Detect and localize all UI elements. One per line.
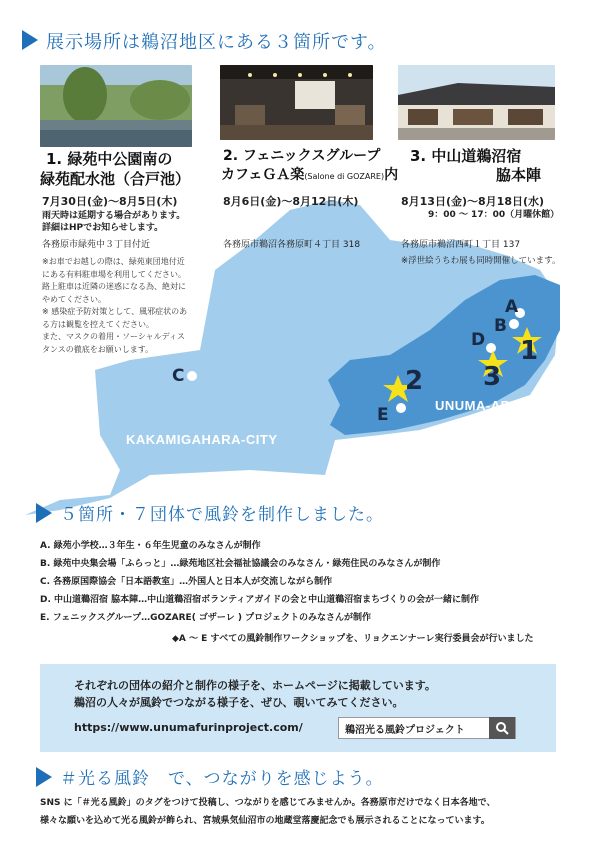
workshop-list (40, 537, 479, 627)
venue2-address: 各務原市鵜沼各務原町４丁目 318 (223, 240, 361, 250)
list-item: D. 中山道鵜沼宿 脇本陣…中山道鵜沼宿ボランティアガイドの会と中山道鵜沼宿まちづくりの会が一緒に制作 (40, 595, 479, 605)
venue1-note-line1: 雨天時は延期する場合があります。 (42, 211, 186, 221)
venue3-title-line2: 脇本陣 (496, 166, 542, 184)
label-d: D (471, 330, 486, 350)
caution-line: やめてください。 (42, 294, 106, 304)
venue2-title-part-a: カフェＧＡ楽 (221, 167, 305, 183)
venue2-title-part-b: (Salone di GOZARE) (304, 172, 385, 181)
label-b: B (494, 316, 507, 336)
caution-line: る方は観覧を控えてください。 (42, 319, 154, 329)
caution-line: ※ 感染症予防対策として、風邪症状のあ (42, 307, 188, 316)
marker-b (509, 319, 519, 329)
list-item: E. フェニックスグループ…GOZARE( ゴザーレ ) プロジェクトのみなさんが制作 (40, 613, 371, 623)
section-triangle-icon (36, 767, 52, 787)
info-box (40, 664, 556, 752)
venue1-address: 各務原市緑苑中３丁目付近 (42, 240, 151, 250)
area-label: UNUMA-AREA (435, 398, 530, 413)
venue2-title-line1: 2. フェニックスグループ (223, 148, 381, 164)
venue3-title-line1: 3. 中山道鵜沼宿 (410, 147, 522, 165)
list-item: A. 緑苑小学校…３年生・６年生児童のみなさんが制作 (40, 541, 261, 551)
section3-heading: ＃光る風鈴 で、つながりを感じよう。 (60, 769, 384, 789)
list-item: B. 緑苑中央集会場「ふらっと」…緑苑地区社会福祉協議会のみなさん・緑苑住民のみなさんが制作 (40, 559, 441, 569)
section-triangle-icon (36, 503, 52, 523)
section-triangle-icon (22, 30, 38, 50)
caution-line: また、マスクの着用・ソーシャルディス (42, 332, 186, 341)
section2-heading: ５箇所・７団体で風鈴を制作しました。 (60, 505, 384, 525)
search-button[interactable] (489, 717, 515, 739)
caution-line: タンスの徹底をお願いします。 (42, 344, 154, 354)
section3-line2: 様々な願いを込めて光る風鈴が飾られ、宮城県気仙沼市の地蔵堂落慶記念でも展示されることになっています。 (40, 816, 490, 826)
marker-d (486, 343, 496, 353)
venue3-photo (398, 65, 555, 140)
venue2-photo (220, 65, 373, 140)
label-a: A (505, 297, 519, 317)
homepage-link[interactable]: https://www.unumafurinproject.com/ (74, 721, 303, 734)
search-query: 鵜沼光る風鈴プロジェクト (345, 724, 465, 736)
label-c: C (172, 366, 185, 386)
search-box[interactable] (338, 717, 516, 739)
search-icon (495, 721, 509, 735)
star-label-3: 3 (483, 362, 502, 392)
venue2-title-part-c: 内 (384, 167, 399, 183)
star-label-2: 2 (405, 366, 424, 396)
venue1-date: 7月30日(金)～8月5日(木) (42, 195, 178, 208)
venue3-date: 8月13日(金)～8月18日(水) (401, 195, 545, 208)
venue1-photo (40, 65, 192, 147)
venue1-title-line1: 1. 緑苑中公園南の (46, 150, 173, 168)
city-label: KAKAMIGAHARA-CITY (126, 432, 278, 447)
section3-line1: SNS に「＃光る風鈴」のタグをつけて投稿し、つながりを感じてみませんか。各務原市だけでなく日本各地で、 (40, 798, 496, 808)
info-line1: それぞれの団体の紹介と制作の様子を、ホームページに掲載しています。 (74, 679, 436, 692)
venue2-date: 8月6日(金)～8月12日(木) (223, 195, 359, 208)
venue3-address: 各務原市鵜沼西町１丁目 137 (401, 240, 521, 250)
venue1-note-line2: 詳細はHPでお知らせします。 (42, 223, 164, 233)
marker-e (396, 403, 406, 413)
caution-line: 路上駐車は近隣の迷惑になる為、絶対に (42, 282, 186, 291)
section1-heading: 展示場所は鵜沼地区にある３箇所です。 (46, 32, 387, 53)
venue3-note: ※浮世絵うちわ展も同時開催しています。 (401, 256, 561, 266)
workshop-footnote: ◆A ～ E すべての風鈴制作ワークショップを、リョクエンナーレ実行委員会が行いました (172, 634, 534, 644)
info-line2: 鵜沼の人々が風鈴でつながる様子を、ぜひ、覗いてみてください。 (74, 696, 404, 709)
star-label-1: 1 (520, 336, 539, 366)
marker-c (187, 371, 197, 381)
venue3-hours: 9：00 ～ 17：00（月曜休館） (428, 210, 560, 220)
list-item: C. 各務原国際協会「日本語教室」…外国人と日本人が交流しながら制作 (40, 577, 333, 587)
venue1-title-line2: 緑苑配水池（合戸池） (40, 170, 191, 188)
caution-line: ※お車でお越しの際は、緑苑東団地付近 (42, 257, 185, 266)
label-e: E (377, 405, 389, 425)
caution-line: にある有料駐車場を利用してください。 (42, 269, 186, 279)
